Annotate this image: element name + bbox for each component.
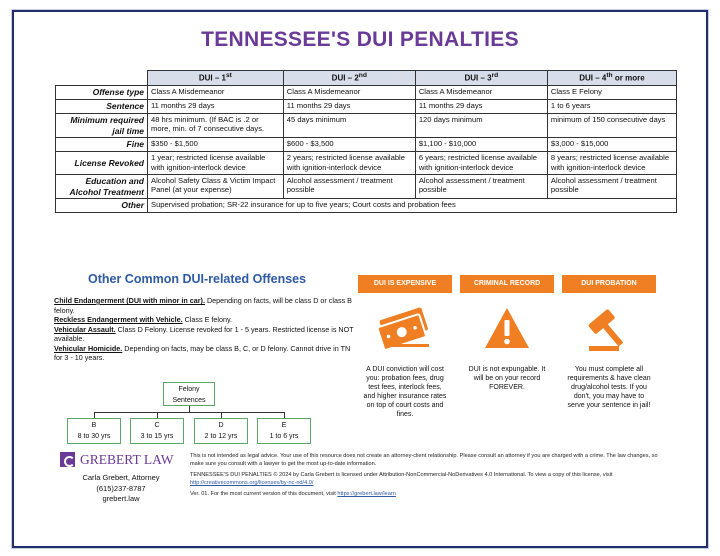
table-cell: minimum of 150 consecutive days — [547, 113, 676, 138]
table-cell: $1,100 - $10,000 — [415, 138, 547, 152]
table-cell: 6 years; restricted license available with ignition-interlock device — [415, 152, 547, 174]
table-row — [56, 99, 677, 113]
column-header-dui-3: DUI – 3rd — [415, 71, 547, 86]
card-title: CRIMINAL RECORD — [460, 275, 554, 293]
card-text: A DUI conviction will cost you: probation fees, drug test fees, interlock fees, and higher insurance rates on top of court costs and fines. — [363, 366, 447, 419]
table-cell: $3,000 - $15,000 — [547, 138, 676, 152]
row-header: Sentence — [56, 99, 148, 113]
table-cell: 11 months 29 days — [283, 99, 415, 113]
felony-class-label: B — [91, 422, 97, 429]
felony-root-box — [163, 382, 215, 406]
table-cell: Class E Felony — [547, 85, 676, 99]
table-cell: 120 days minimum — [415, 113, 547, 138]
table-cell: 1 year; restricted license available with ignition-interlock device — [148, 152, 284, 174]
row-header: Offense type — [56, 85, 148, 99]
felony-root-line1: Felony — [178, 386, 200, 393]
felony-class-label: D — [218, 422, 224, 429]
table-row — [56, 174, 677, 199]
row-header: Minimum required jail time — [56, 113, 148, 138]
table-row — [56, 138, 677, 152]
felony-range: 3 to 15 yrs — [140, 433, 174, 440]
table-cell: 45 days minimum — [283, 113, 415, 138]
table-cell: Alcohol assessment / treatment possible — [283, 174, 415, 199]
table-cell: Class A Misdemeanor — [415, 85, 547, 99]
warning-icon — [460, 293, 554, 365]
felony-root-line2: Sentences — [172, 397, 206, 404]
tree-connector — [94, 412, 284, 413]
felony-range: 1 to 6 yrs — [269, 433, 299, 440]
table-row — [56, 113, 677, 138]
table-cell: $350 - $1,500 — [148, 138, 284, 152]
offense-term: Vehicular Assault. — [54, 324, 116, 334]
felony-class-label: E — [281, 422, 287, 429]
felony-sentences-tree — [54, 382, 354, 448]
table-cell: 8 years; restricted license available with ignition-interlock device — [547, 152, 676, 174]
table-corner — [56, 71, 148, 86]
table-cell: 2 years; restricted license available with ignition-interlock device — [283, 152, 415, 174]
attorney-name: Carla Grebert, Attorney — [82, 473, 160, 482]
firm-phone: (615)237-8787 — [96, 483, 146, 493]
row-header: License Revoked — [56, 152, 148, 174]
offense-item — [54, 315, 354, 325]
offense-text: Class E felony. — [182, 315, 233, 325]
offense-term: Reckless Endangerment with Vehicle. — [54, 315, 183, 325]
logo-mark-icon — [60, 452, 75, 467]
table-cell: 11 months 29 days — [148, 99, 284, 113]
felony-range: 8 to 30 yrs — [77, 433, 111, 440]
firm-name: GREBERT LAW — [80, 452, 174, 467]
table-row — [56, 85, 677, 99]
felony-class-c-box — [130, 418, 184, 444]
table-cell: Class A Misdemeanor — [283, 85, 415, 99]
money-icon — [358, 293, 452, 365]
disclaimer — [190, 452, 670, 502]
page-title: TENNESSEE'S DUI PENALTIES — [201, 28, 519, 51]
other-offenses-heading: Other Common DUI-related Offenses — [88, 272, 307, 286]
offense-text: Depending on facts, may be class B, C, or D felony. Cannot drive in TN for 3 - 10 years. — [54, 343, 351, 363]
table-cell: Alcohol assessment / treatment possible — [415, 174, 547, 199]
card-dui-probation — [562, 275, 656, 443]
row-header: Fine — [56, 138, 148, 152]
felony-class-e-box — [257, 418, 311, 444]
offense-item — [54, 325, 354, 344]
version-text — [190, 490, 670, 498]
offense-term: Child Endangerment (DUI with minor in car). — [54, 296, 205, 305]
card-dui-expensive — [358, 275, 452, 443]
felony-class-label: C — [154, 422, 160, 429]
gavel-icon — [562, 293, 656, 365]
other-offenses-list — [54, 296, 354, 363]
card-title: DUI IS EXPENSIVE — [358, 275, 452, 293]
card-text: You must complete all requirements & have clean drug/alcohol tests. If you don't, you may have to serve your sentence in jail! — [567, 366, 651, 410]
table-cell: Alcohol assessment / treatment possible — [547, 174, 676, 199]
license-text-body: TENNESSEE'S DUI PENALTIES © 2024 by Carla Grebert is licensed under Attribution-NonCommercial-NoDerivatives 4.0 International. To view a copy of this license, visit — [190, 472, 613, 479]
column-header-dui-4: DUI – 4th or more — [547, 71, 676, 86]
table-cell: 48 hrs minimum. (If BAC is .2 or more, min. of 7 consecutive days. — [148, 113, 284, 138]
column-header-dui-2: DUI – 2nd — [283, 71, 415, 86]
offense-item — [54, 344, 354, 363]
offense-text: Class D Felony. License revoked for 1 - 5 years. Restricted license is NOT available. — [54, 324, 354, 344]
table-cell: 1 to 6 years — [547, 99, 676, 113]
table-cell: $600 - $3,500 — [283, 138, 415, 152]
offense-item — [54, 296, 354, 315]
card-criminal-record — [460, 275, 554, 443]
license-link[interactable]: http://creativecommons.org/licenses/by-nc-nd/4.0/ — [190, 480, 314, 487]
firm-website: grebert.law — [102, 494, 140, 503]
felony-range: 2 to 12 yrs — [204, 433, 238, 440]
table-cell: 11 months 29 days — [415, 99, 547, 113]
table-cell-other: Supervised probation; SR-22 insurance for up to five years; Court costs and probation fees — [148, 199, 677, 213]
column-header-dui-1: DUI – 1st — [148, 71, 284, 86]
card-text: DUI is not expungable. It will be on your record FOREVER. — [468, 366, 546, 392]
learn-link[interactable]: https://grebert.law/learn — [337, 491, 396, 498]
license-text — [190, 471, 670, 487]
penalties-table — [55, 70, 677, 213]
disclaimer-text: This is not intended as legal advice. Your use of this resource does not create an attorney-client relationship. Please consult an attorney if you are charged with a crime. The law changes, so make sure you consult with a lawyer to get the most up-to-date information. — [190, 453, 658, 468]
felony-class-d-box — [194, 418, 248, 444]
version-text-body: Ver. 01. For the most current version of this document, visit — [190, 491, 338, 498]
felony-class-b-box — [67, 418, 121, 444]
firm-contact — [56, 473, 186, 505]
row-header: Other — [56, 199, 148, 213]
table-cell: Alcohol Safety Class & Victim Impact Panel (at your expense) — [148, 174, 284, 199]
table-cell: Class A Misdemeanor — [148, 85, 284, 99]
table-row — [56, 152, 677, 174]
offense-term: Vehicular Homicide. — [54, 343, 123, 353]
table-row-other — [56, 199, 677, 213]
row-header: Education and Alcohol Treatment — [56, 174, 148, 199]
card-title: DUI PROBATION — [562, 275, 656, 293]
offense-text: Depending on facts, will be class D or class B felony. — [54, 296, 352, 315]
